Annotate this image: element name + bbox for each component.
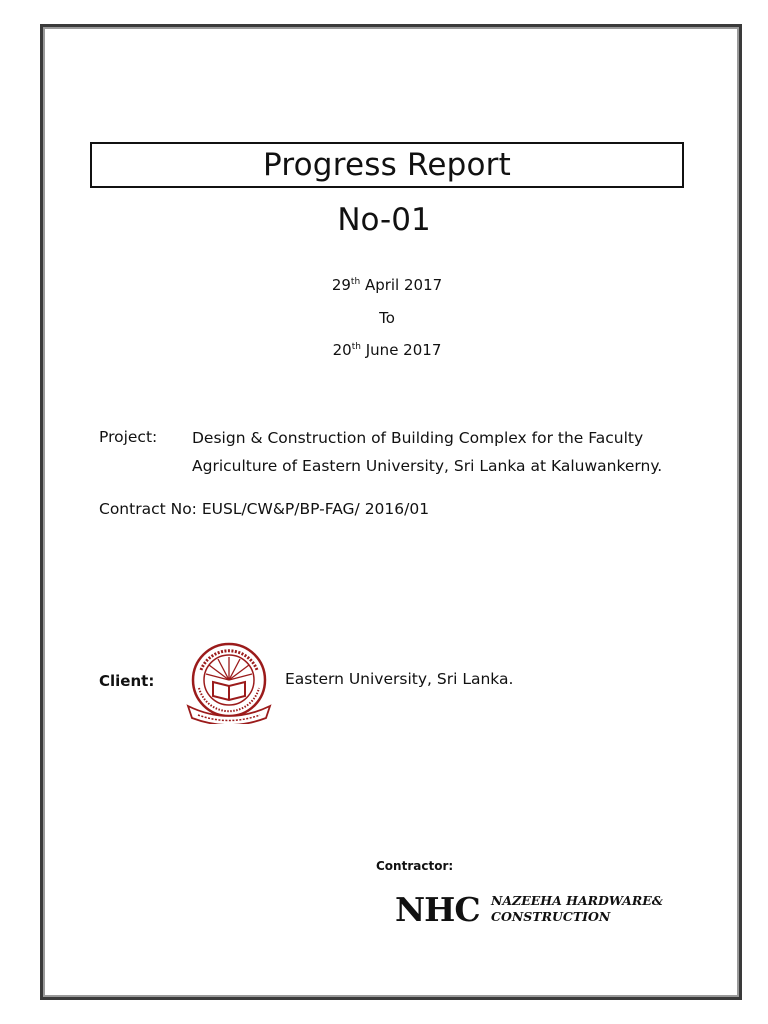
period-end-suffix: th [351, 342, 361, 352]
project-description [192, 424, 682, 480]
period-end [0, 341, 768, 359]
project-line-2: Agriculture of Eastern University, Sri Lanka at Kaluwankerny. [192, 457, 663, 475]
report-title: Progress Report [263, 147, 511, 183]
report-number: No-01 [337, 202, 431, 238]
university-seal-logo [180, 640, 278, 724]
project-label: Project: [99, 428, 158, 446]
period-start-day: 29 [331, 276, 351, 294]
period-start-rest: April 2017 [364, 276, 443, 294]
contractor-name-line-1: NAZEEHA HARDWARE& [491, 893, 664, 908]
contract-value: EUSL/CW&P/BP-FAG/ 2016/01 [201, 500, 430, 518]
contract-label: Contract No: [99, 500, 197, 518]
contractor-name-line-2: CONSTRUCTION [491, 909, 611, 924]
report-title-box [90, 142, 684, 188]
project-line-1: Design & Construction of Building Complex for the Faculty [192, 429, 644, 447]
period-end-day: 20 [332, 341, 352, 359]
contract-number [99, 500, 429, 518]
client-name: Eastern University, Sri Lanka. [285, 670, 514, 688]
period-end-rest: June 2017 [365, 341, 442, 359]
period-start [0, 276, 768, 294]
contractor-label: Contractor: [376, 859, 454, 873]
contractor-logo-name [491, 893, 663, 925]
period-start-suffix: th [350, 277, 361, 287]
contractor-logo-mark: NHC [395, 890, 480, 929]
period-to: To [379, 309, 395, 327]
client-label: Client: [99, 672, 155, 690]
